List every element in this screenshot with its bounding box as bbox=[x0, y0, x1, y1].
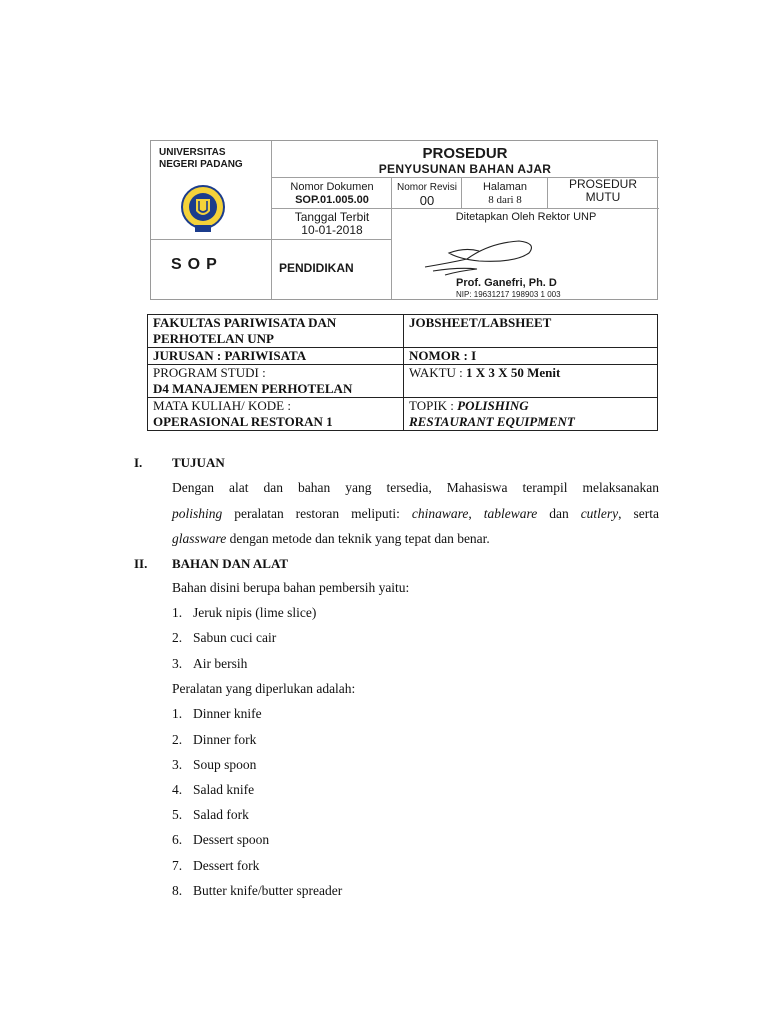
list-item: Salad fork bbox=[193, 807, 249, 822]
quality-procedure-cell: PROSEDUR MUTU bbox=[568, 177, 637, 204]
list-item-number: 3. bbox=[172, 656, 183, 671]
university-logo bbox=[181, 185, 225, 233]
study-program-cell: PROGRAM STUDI : D4 MANAJEMEN PERHOTELAN bbox=[148, 365, 404, 398]
section-1-paragraph: Dengan alat dan bahan yang tersedia, Mahasiswa terampil melaksanakan polishing peralatan restoran meliputi: chinaware, tableware dan cutlery, serta glassware dengan metode dan teknik yang tepat dan benar. bbox=[172, 480, 660, 546]
list-item-number: 1. bbox=[172, 706, 183, 721]
list-item: Air bersih bbox=[193, 656, 248, 671]
list-item-number: 6. bbox=[172, 832, 183, 847]
list-item-number: 2. bbox=[172, 630, 183, 645]
list-item: Salad knife bbox=[193, 782, 255, 797]
signature bbox=[419, 237, 539, 279]
course-cell: MATA KULIAH/ KODE : OPERASIONAL RESTORAN 1 bbox=[148, 398, 404, 431]
duration-cell: WAKTU : 1 X 3 X 50 Menit bbox=[404, 365, 658, 398]
section-1-title: TUJUAN bbox=[172, 455, 225, 470]
jobsheet-cell: JOBSHEET/LABSHEET bbox=[404, 315, 658, 348]
page-cell: Halaman 8 dari 8 bbox=[482, 181, 528, 206]
faculty-cell: FAKULTAS PARIWISATA DAN PERHOTELAN UNP bbox=[148, 315, 404, 348]
list-item: Dinner knife bbox=[193, 706, 262, 721]
list-item: Butter knife/butter spreader bbox=[193, 883, 343, 898]
list-item-number: 8. bbox=[172, 883, 183, 898]
revision-number-cell: Nomor Revisi 00 bbox=[396, 182, 457, 208]
cleaning-materials-intro: Bahan disini berupa bahan pembersih yaitu: bbox=[172, 580, 410, 595]
sop-header bbox=[150, 140, 658, 300]
list-item-number: 4. bbox=[172, 782, 183, 797]
department-label: PENDIDIKAN bbox=[279, 261, 354, 275]
list-item-number: 2. bbox=[172, 732, 183, 747]
document-number-cell: Nomor Dokumen SOP.01.005.00 bbox=[290, 181, 374, 206]
department-cell: JURUSAN : PARIWISATA bbox=[148, 348, 404, 365]
list-item: Jeruk nipis (lime slice) bbox=[193, 605, 317, 620]
sop-label: SOP bbox=[171, 256, 223, 273]
list-item-number: 5. bbox=[172, 807, 183, 822]
established-by: Ditetapkan Oleh Rektor UNP bbox=[455, 211, 597, 223]
section-2-number: II. bbox=[134, 556, 148, 571]
number-cell: NOMOR : I bbox=[404, 348, 658, 365]
list-item-number: 3. bbox=[172, 757, 183, 772]
section-2-title: BAHAN DAN ALAT bbox=[172, 556, 289, 571]
list-item: Soup spoon bbox=[193, 757, 257, 772]
course-info-table bbox=[147, 314, 658, 431]
signer-nip: NIP: 19631217 198903 1 003 bbox=[456, 290, 561, 299]
equipment-intro: Peralatan yang diperlukan adalah: bbox=[172, 681, 356, 696]
section-1-number: I. bbox=[134, 455, 143, 470]
list-item-number: 1. bbox=[172, 605, 183, 620]
list-item: Dinner fork bbox=[193, 732, 257, 747]
signer-name: Prof. Ganefri, Ph. D bbox=[456, 277, 557, 289]
list-item-number: 7. bbox=[172, 858, 183, 873]
topic-cell: TOPIK : POLISHING RESTAURANT EQUIPMENT bbox=[404, 398, 658, 431]
list-item: Sabun cuci cair bbox=[193, 630, 277, 645]
procedure-subtitle: PENYUSUNAN BAHAN AJAR bbox=[378, 162, 552, 176]
procedure-title: PROSEDUR bbox=[422, 145, 508, 162]
list-item: Dessert fork bbox=[193, 858, 260, 873]
university-name: UNIVERSITAS NEGERI PADANG bbox=[159, 147, 243, 170]
issue-date-cell: Tanggal Terbit 10-01-2018 bbox=[294, 210, 370, 237]
list-item: Dessert spoon bbox=[193, 832, 270, 847]
